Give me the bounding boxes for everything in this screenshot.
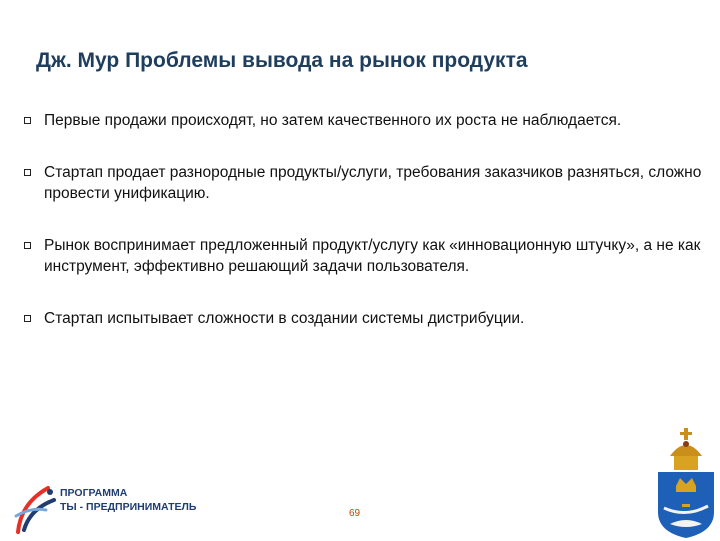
bullet-item	[22, 235, 702, 277]
regional-emblem-icon	[652, 420, 720, 540]
logo-line-1: ПРОГРАММА	[60, 487, 128, 499]
bullet-item	[22, 162, 702, 204]
program-logo-icon	[14, 482, 58, 536]
bullet-item	[22, 308, 702, 329]
bullet-text: Рынок воспринимает предложенный продукт/услугу как «инновационную штучку», а не как инструмент, эффективно решающий задачи пользователя.	[44, 237, 701, 275]
bullet-list	[22, 110, 702, 329]
bullet-text: Стартап испытывает сложности в создании системы дистрибуции.	[44, 310, 525, 327]
checkbox-bullet-icon	[24, 169, 31, 176]
logo-line-2: ТЫ - ПРЕДПРИНИМАТЕЛЬ	[60, 501, 197, 513]
program-logo	[14, 482, 214, 540]
program-logo-text	[60, 486, 196, 514]
bullet-text: Стартап продает разнородные продукты/услуги, требования заказчиков разняться, сложно провести унификацию.	[44, 164, 702, 202]
slide-title: Дж. Мур Проблемы вывода на рынок продукта	[36, 49, 528, 72]
page-number: 69	[349, 508, 361, 519]
checkbox-bullet-icon	[24, 242, 31, 249]
checkbox-bullet-icon	[24, 117, 31, 124]
bullet-text: Первые продажи происходят, но затем качественного их роста не наблюдается.	[44, 112, 622, 129]
checkbox-bullet-icon	[24, 315, 31, 322]
bullet-item	[22, 110, 702, 131]
